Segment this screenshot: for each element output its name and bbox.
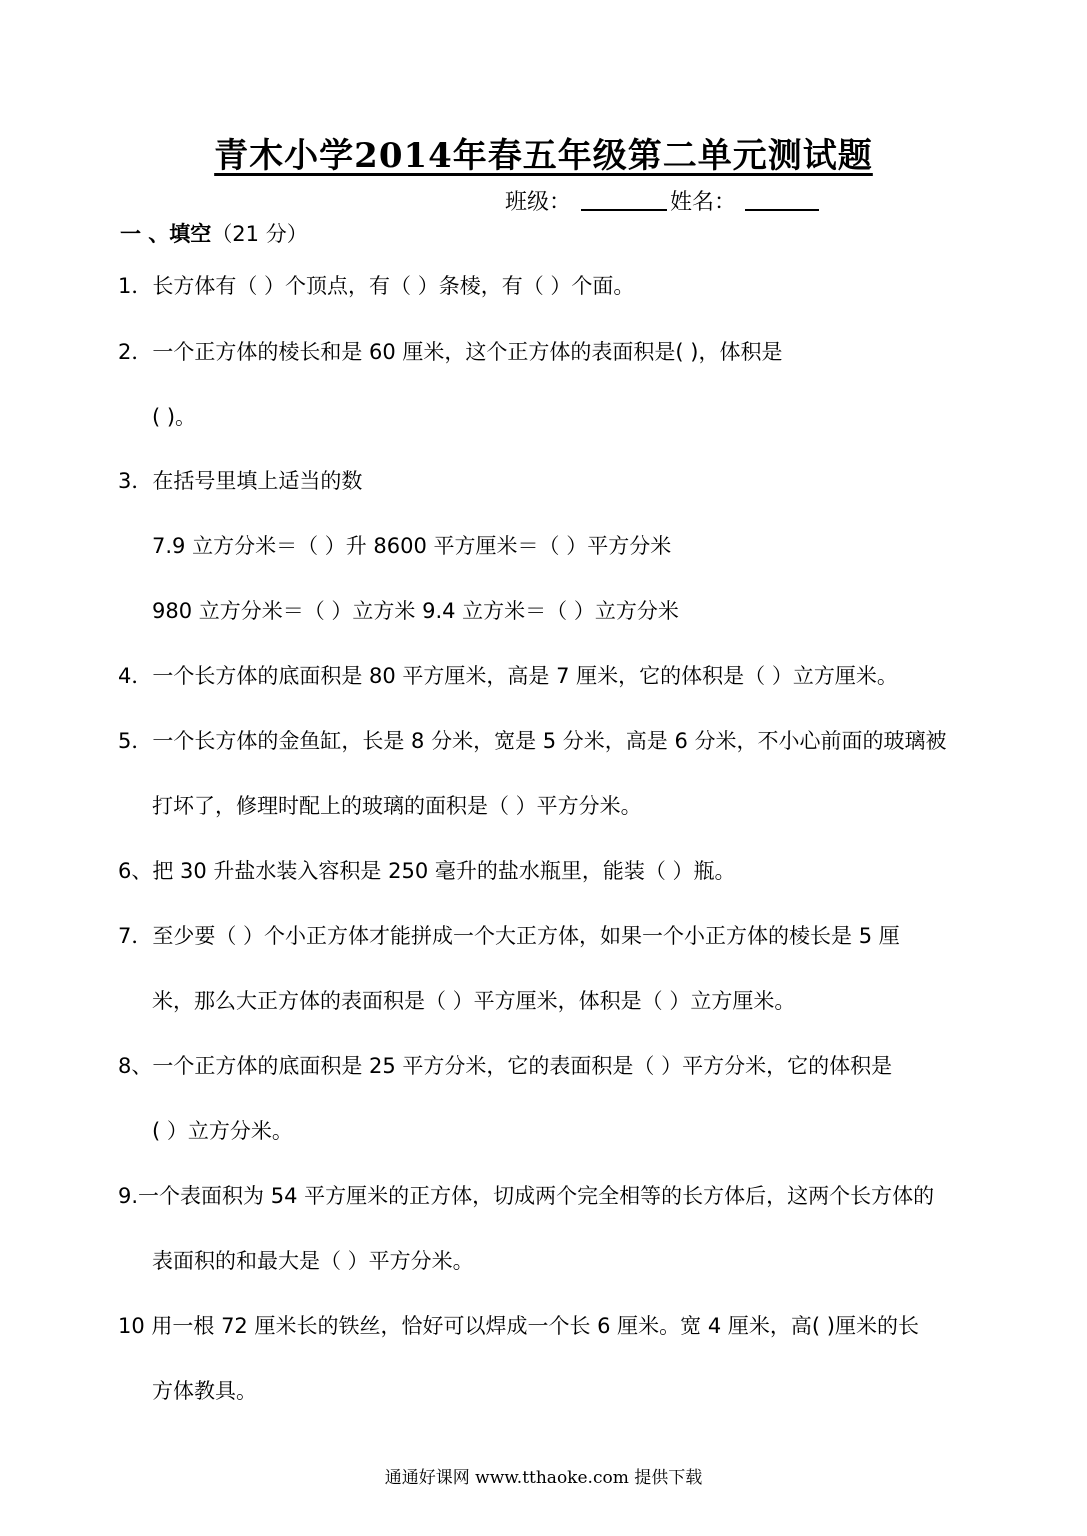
question-8-cont: ( ）立方分米。: [152, 1119, 293, 1143]
question-3: 3．在括号里填上适当的数: [118, 469, 363, 493]
footer-credit: 通通好课网 www.tthaoke.com 提供下载: [384, 1468, 703, 1488]
question-8: 8、一个正方体的底面积是 25 平方分米，它的表面积是（ ）平方分米，它的体积是: [118, 1054, 893, 1078]
question-7-cont: 米，那么大正方体的表面积是（ ）平方厘米，体积是（ ）立方厘米。: [152, 989, 796, 1013]
section-title: 一 、填空: [120, 222, 212, 246]
question-3-row-2: 980 立方分米＝（ ）立方米 9.4 立方米＝（ ）立方分米: [152, 599, 679, 623]
name-label: 姓名：: [670, 190, 737, 215]
name-blank: [745, 187, 819, 211]
page-title: 青木小学2014年春五年级第二单元测试题: [214, 136, 873, 176]
question-5-cont: 打坏了，修理时配上的玻璃的面积是（ ）平方分米。: [152, 794, 642, 818]
question-1: 1．长方体有（ ）个顶点，有（ ）条棱，有（ ）个面。: [118, 274, 635, 298]
question-4: 4．一个长方体的底面积是 80 平方厘米，高是 7 厘米，它的体积是（ ）立方厘米。: [118, 664, 898, 688]
question-5: 5．一个长方体的金鱼缸，长是 8 分米，宽是 5 分米，高是 6 分米，不小心前面的玻璃被: [118, 729, 947, 753]
section-heading: [120, 218, 308, 248]
question-9-cont: 表面积的和最大是（ ）平方分米。: [152, 1249, 474, 1273]
question-9: 9.一个表面积为 54 平方厘米的正方体，切成两个完全相等的长方体后，这两个长方体的: [118, 1184, 935, 1208]
class-label: 班级：: [505, 190, 572, 215]
question-6: 6、把 30 升盐水装入容积是 250 毫升的盐水瓶里，能装（ ）瓶。: [118, 859, 736, 883]
section-points: （21 分）: [211, 222, 308, 246]
question-2-cont: ( )。: [152, 405, 197, 429]
question-3-row-1: 7.9 立方分米＝（ ）升 8600 平方厘米＝（ ）平方分米: [152, 534, 672, 558]
question-10: 10 用一根 72 厘米长的铁丝，恰好可以焊成一个长 6 厘米。宽 4 厘米，高( )厘米的长: [118, 1314, 919, 1338]
question-10-cont: 方体教具。: [152, 1379, 257, 1403]
question-7: 7．至少要（ ）个小正方体才能拼成一个大正方体，如果一个小正方体的棱长是 5 厘: [118, 924, 900, 948]
class-blank: [581, 187, 667, 211]
question-2: 2．一个正方体的棱长和是 60 厘米，这个正方体的表面积是( )，体积是: [118, 340, 783, 364]
